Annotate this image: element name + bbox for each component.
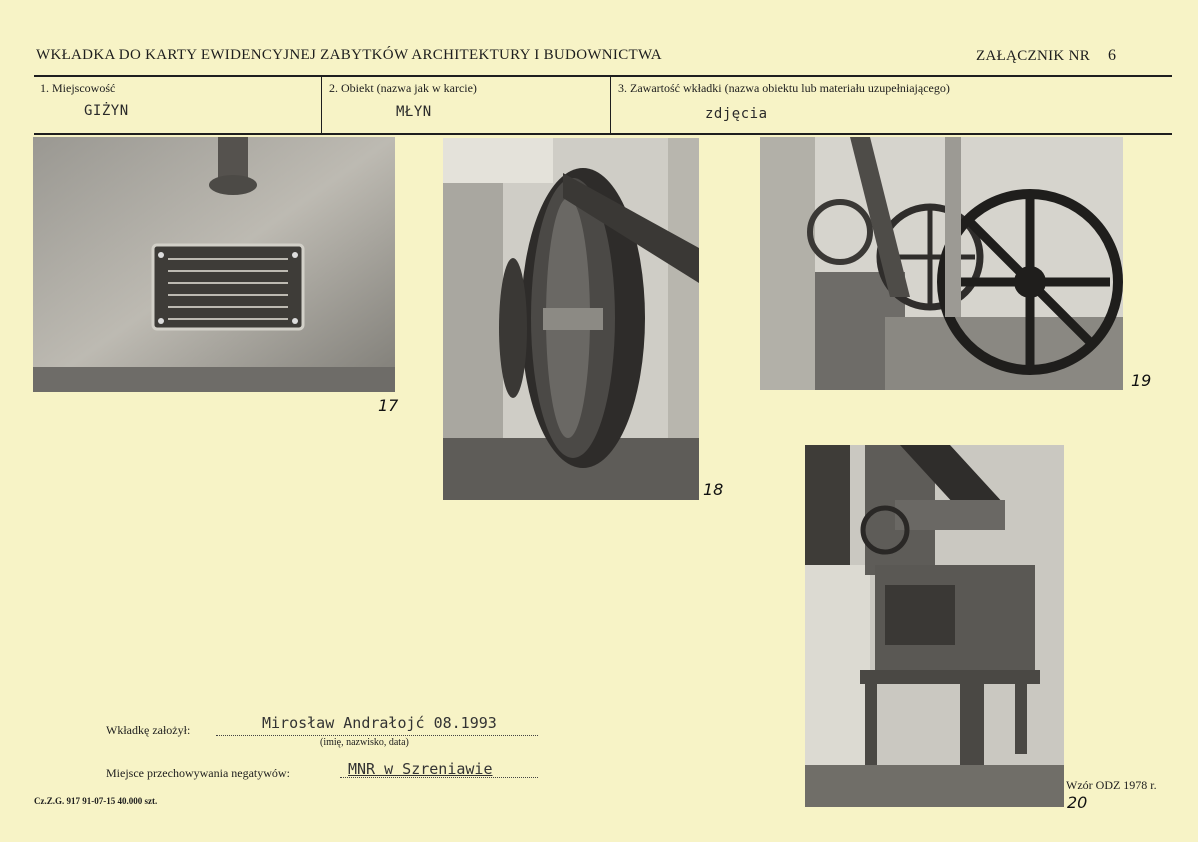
print-code: Cz.Z.G. 917 91-07-15 40.000 szt. bbox=[34, 796, 158, 806]
field-label-object: 2. Obiekt (nazwa jak w karcie) bbox=[329, 81, 477, 95]
milling-machine-photo-icon bbox=[805, 445, 1064, 807]
flywheels-photo-icon bbox=[760, 137, 1123, 390]
photo-17-number: 17 bbox=[378, 396, 399, 415]
photo-18 bbox=[443, 138, 699, 500]
field-value-object: MŁYN bbox=[396, 104, 432, 120]
author-caption: (imię, nazwisko, data) bbox=[320, 737, 409, 748]
photo-19 bbox=[760, 137, 1123, 390]
header-top-rule bbox=[34, 75, 1172, 77]
field-label-locality: 1. Miejscowość bbox=[40, 81, 116, 95]
annex-label-text: ZAŁĄCZNIK NR bbox=[976, 48, 1091, 64]
field-divider-2 bbox=[610, 77, 611, 133]
photo-18-number: 18 bbox=[703, 480, 724, 499]
form-title: WKŁADKA DO KARTY EWIDENCYJNEJ ZABYTKÓW ARCHITEKTURY I BUDOWNICTWA bbox=[36, 47, 662, 63]
negatives-value: MNR w Szreniawie bbox=[348, 760, 493, 778]
field-label-content: 3. Zawartość wkładki (nazwa obiektu lub materiału uzupełniającego) bbox=[618, 81, 950, 95]
form-code: Wzór ODZ 1978 r. bbox=[1066, 778, 1157, 792]
author-label: Wkładkę założył: bbox=[106, 723, 191, 737]
field-value-content: zdjęcia bbox=[705, 106, 768, 122]
pulley-wheel-photo-icon bbox=[443, 138, 699, 500]
field-value-locality: GIŻYN bbox=[84, 103, 129, 119]
annex-number: 6 bbox=[1108, 47, 1117, 64]
photo-20-number: 20 bbox=[1067, 793, 1088, 812]
photo-17 bbox=[33, 137, 395, 392]
photo-19-number: 19 bbox=[1131, 371, 1152, 390]
author-dotted-line bbox=[216, 735, 538, 736]
annex-label bbox=[976, 47, 1116, 65]
author-value: Mirosław Andrałojć 08.1993 bbox=[262, 714, 497, 732]
photo-20 bbox=[805, 445, 1064, 807]
field-divider-1 bbox=[321, 77, 322, 133]
header-bottom-rule bbox=[34, 133, 1172, 135]
nameplate-photo-icon bbox=[33, 137, 395, 392]
negatives-label: Miejsce przechowywania negatywów: bbox=[106, 766, 290, 780]
